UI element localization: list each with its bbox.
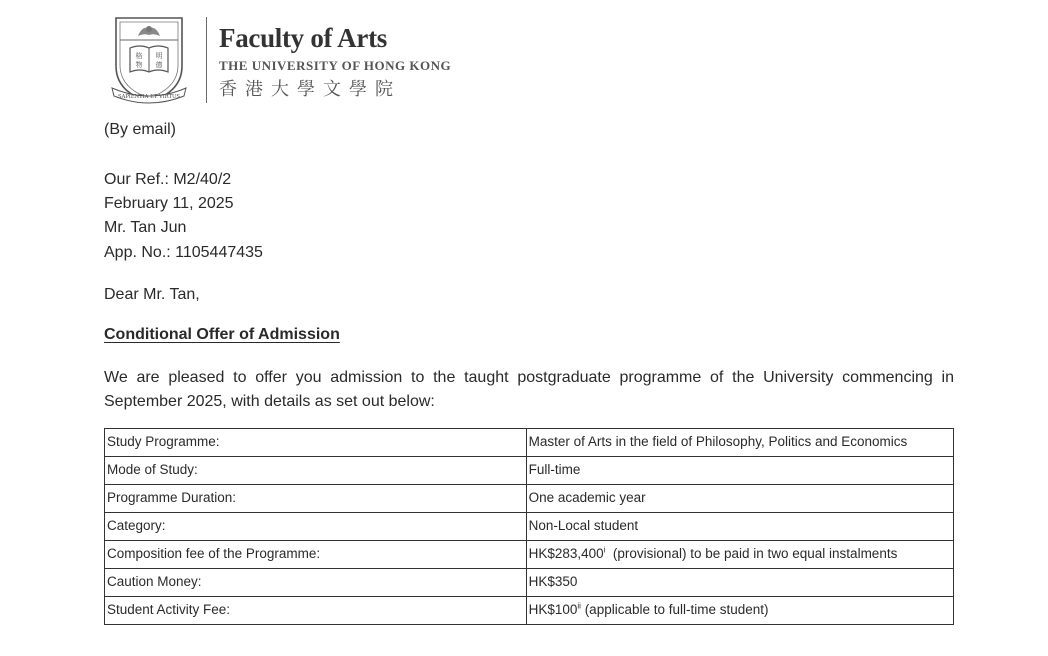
table-row [105,513,954,541]
crest-char-2: 明 [155,52,163,60]
university-name-chinese: 香港大學文學院 [219,79,401,100]
reference-number: Our Ref.: M2/40/2 [104,171,232,188]
row-label: Composition fee of the Programme: [105,541,527,569]
letterhead [110,14,451,106]
row-value: Master of Arts in the field of Philosophy, Politics and Economics [526,429,953,457]
table-row [105,541,954,569]
crest-char-3: 物 [135,61,143,69]
table-row [105,429,954,457]
letterhead-divider [206,17,207,103]
row-value [526,541,953,569]
salutation: Dear Mr. Tan, [104,286,200,303]
activity-fee-amount: HK$100 [528,602,578,617]
row-label: Caution Money: [105,569,527,597]
intro-paragraph: We are pleased to offer you admission to the taught postgraduate programme of the University commencing in September 2025, with details as set out below: [104,369,954,410]
row-label: Programme Duration: [105,485,527,513]
composition-fee-amount: HK$283,400 [528,546,604,561]
letter-subject: Conditional Offer of Admission [104,326,340,343]
table-row [105,457,954,485]
footnote-marker: ii [577,601,581,611]
footnote-marker: i [603,545,606,555]
row-value: One academic year [526,485,953,513]
table-row [105,569,954,597]
crest-motto: SAPIENTIA ET VIRTUS [118,94,180,100]
row-label: Student Activity Fee: [105,597,527,625]
composition-fee-note: (provisional) to be paid in two equal instalments [605,546,898,561]
table-row [105,485,954,513]
row-value: Full-time [526,457,953,485]
programme-details-table [104,428,954,625]
crest-char-1: 格 [135,52,143,60]
university-name: THE UNIVERSITY OF HONG KONG [219,58,452,73]
recipient-name: Mr. Tan Jun [104,219,187,236]
row-value: HK$350 [526,569,953,597]
crest-char-4: 德 [155,61,163,69]
row-value [526,597,953,625]
row-label: Category: [105,513,527,541]
university-crest-logo [110,14,188,106]
activity-fee-note: (applicable to full-time student) [580,602,769,617]
delivery-method: (By email) [104,121,177,138]
table-row [105,597,954,625]
letter-date: February 11, 2025 [104,195,234,212]
letterhead-text [219,14,451,101]
faculty-name: Faculty of Arts [219,23,387,53]
row-label: Study Programme: [105,429,527,457]
application-number: App. No.: 1105447435 [104,244,263,261]
row-label: Mode of Study: [105,457,527,485]
row-value: Non-Local student [526,513,953,541]
